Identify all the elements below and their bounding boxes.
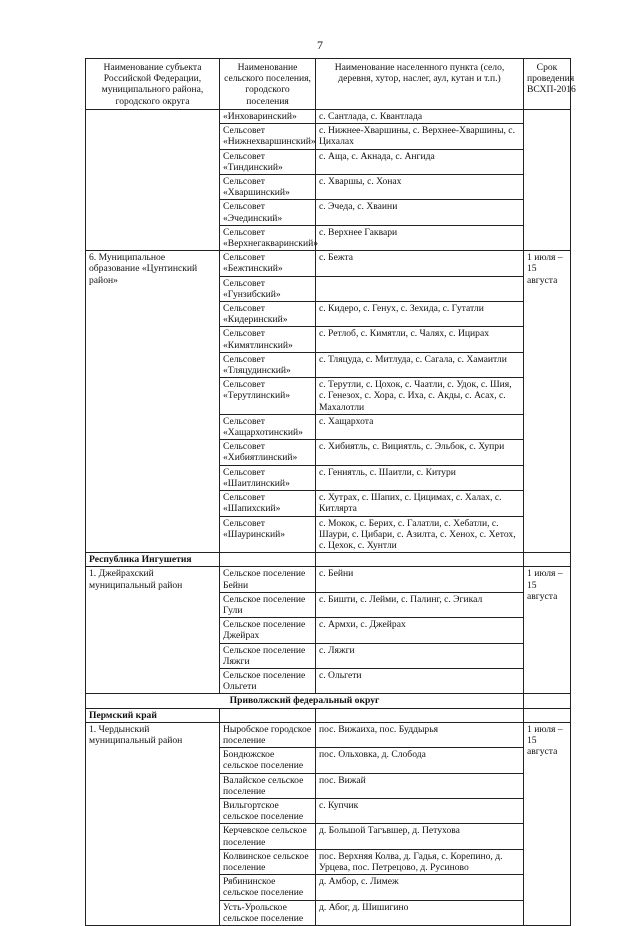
settlement-cell: Усть-Урольское сельское поселение <box>220 900 316 925</box>
locality-cell: с. Сантлада, с. Квантлада <box>316 110 524 124</box>
group-perm <box>86 722 571 925</box>
settlement-cell: Ныробское городское поселение <box>220 722 316 747</box>
district-cell: 6. Муниципальное образование «Цунтинский район» <box>86 251 220 553</box>
table-row <box>86 110 571 124</box>
settlement-cell: Сельсовет «Нижнехваршинский» <box>220 124 316 149</box>
locality-cell: пос. Ольховка, д. Слобода <box>316 748 524 773</box>
locality-cell: с. Эчеда, с. Хваини <box>316 200 524 225</box>
settlement-cell: Сельсовет «Хибиятлинский» <box>220 440 316 465</box>
settlement-cell: Сельсовет «Шапихский» <box>220 491 316 516</box>
settlement-cell: Вильгортское сельское поселение <box>220 798 316 823</box>
settlement-cell: Сельское поселение Ляжги <box>220 643 316 668</box>
settlement-cell: Сельсовет «Хваршинский» <box>220 175 316 200</box>
locality-cell: с. Хваршы, с. Хонах <box>316 175 524 200</box>
settlement-cell: Сельсовет «Терутлинский» <box>220 378 316 415</box>
locality-cell: пос. Верхняя Колва, д. Гадья, с. Корепино, д. Урцева, пос. Петрецово, д. Русиново <box>316 849 524 874</box>
settlement-cell: Сельсовет «Кимятлинский» <box>220 327 316 352</box>
locality-cell: пос. Вижаиха, пос. Буддырья <box>316 722 524 747</box>
federal-district-row <box>86 694 571 708</box>
table-row <box>86 567 571 592</box>
settlement-cell: Рябининское сельское поселение <box>220 875 316 900</box>
locality-cell: с. Бейни <box>316 567 524 592</box>
settlement-cell: Сельское поселение Гули <box>220 592 316 617</box>
settlement-cell: Бондюжское сельское поселение <box>220 748 316 773</box>
region-row-ingushetia <box>86 553 571 567</box>
locality-cell <box>316 276 524 301</box>
settlement-cell: Сельское поселение Бейни <box>220 567 316 592</box>
header-subject: Наименование субъекта Российской Федерации, муниципального района, городского округа <box>86 59 220 110</box>
locality-cell: с. Ретлоб, с. Кимятли, с. Чалях, с. Ицирах <box>316 327 524 352</box>
settlement-cell: Сельское поселение Ольгети <box>220 668 316 693</box>
locality-cell: с. Верхнее Гаквари <box>316 225 524 250</box>
settlement-cell: Сельсовет «Шаитлинский» <box>220 465 316 490</box>
header-period: Срок проведения ВСХП-2016 <box>524 59 571 110</box>
federal-district-name: Приволжский федеральный округ <box>86 694 524 708</box>
settlement-cell: Сельсовет «Гунзибский» <box>220 276 316 301</box>
settlement-cell: Сельсовет «Хащархотинский» <box>220 414 316 439</box>
locality-cell: с. Хащархота <box>316 414 524 439</box>
period-cell: 1 июля – 15 августа <box>524 567 571 694</box>
census-table <box>85 58 576 926</box>
locality-cell: с. Ольгети <box>316 668 524 693</box>
page-number: 7 <box>317 38 323 52</box>
group-continued <box>86 110 571 251</box>
district-cell <box>86 110 220 251</box>
period-cell: 1 июля – 15 августа <box>524 722 571 925</box>
district-cell: 1. Чердынский муниципальный район <box>86 722 220 925</box>
locality-cell: с. Бишти, с. Лейми, с. Палинг, с. Эгикал <box>316 592 524 617</box>
locality-cell: с. Мокок, с. Берих, с. Галатли, с. Хебатли, с. Шаури, с. Цибари, с. Азилта, с. Хенох, с. Хетох, с. Цехок, с. Хунтли <box>316 516 524 553</box>
locality-cell: с. Гениятль, с. Шаитли, с. Китури <box>316 465 524 490</box>
locality-cell: с. Хутрах, с. Шапих, с. Цицимах, с. Халах, с. Китлярта <box>316 491 524 516</box>
locality-cell: пос. Вижай <box>316 773 524 798</box>
locality-cell: с. Бежта <box>316 251 524 276</box>
locality-cell: д. Амбор, с. Лимеж <box>316 875 524 900</box>
settlement-cell: Сельсовет «Кидеринский» <box>220 302 316 327</box>
table-row <box>86 251 571 276</box>
locality-cell: с. Армхи, с. Джейрах <box>316 618 524 643</box>
header-settlement: Наименование сельского поселения, городского поселения <box>220 59 316 110</box>
locality-cell: с. Купчик <box>316 798 524 823</box>
region-name: Пермский край <box>86 708 220 722</box>
settlement-cell: Сельсовет «Тляцудинский» <box>220 352 316 377</box>
settlement-cell: Сельское поселение Джейрах <box>220 618 316 643</box>
header-locality: Наименование населенного пункта (село, деревня, хутор, наслег, аул, кутан и т.п.) <box>316 59 524 110</box>
settlement-cell: Керчевское сельское поселение <box>220 824 316 849</box>
settlement-cell: Сельсовет «Верхнегакваринский» <box>220 225 316 250</box>
settlement-cell: Сельсовет «Эчединский» <box>220 200 316 225</box>
settlement-cell: Валайское сельское поселение <box>220 773 316 798</box>
header-row <box>86 59 571 110</box>
group-tsunta <box>86 251 571 553</box>
locality-cell: с. Терутли, с. Цохок, с. Чаатли, с. Удок, с. Шия, с. Генезох, с. Хора, с. Иха, с. Акды, с. Асах, с. Махалотли <box>316 378 524 415</box>
locality-cell: д. Абог, д. Шишигино <box>316 900 524 925</box>
period-cell: 1 июля – 15 августа <box>524 251 571 553</box>
locality-cell: д. Большой Тагъвшер, д. Петухова <box>316 824 524 849</box>
locality-cell: с. Кидеро, с. Генух, с. Зехида, с. Гутатли <box>316 302 524 327</box>
settlement-cell: Сельсовет «Тиндинский» <box>220 149 316 174</box>
locality-cell: с. Тляцуда, с. Митлуда, с. Сагала, с. Хамаитли <box>316 352 524 377</box>
region-row-perm <box>86 708 571 722</box>
region-name: Республика Ингушетия <box>86 553 220 567</box>
locality-cell: с. Аща, с. Акнада, с. Ангида <box>316 149 524 174</box>
group-ingushetia <box>86 567 571 694</box>
settlement-cell: Колвинское сельское поселение <box>220 849 316 874</box>
settlement-cell: Сельсовет «Шауринский» <box>220 516 316 553</box>
period-cell <box>524 110 571 251</box>
district-cell: 1. Джейрахский муниципальный район <box>86 567 220 694</box>
locality-cell: с. Нижнее-Хваршины, с. Верхнее-Хваршины, с. Цихалах <box>316 124 524 149</box>
settlement-cell: Сельсовет «Бежтинский» <box>220 251 316 276</box>
settlement-cell: «Инховаринский» <box>220 110 316 124</box>
table-row <box>86 722 571 747</box>
locality-cell: с. Хибиятль, с. Вициятль, с. Эльбок, с. Хупри <box>316 440 524 465</box>
locality-cell: с. Ляжги <box>316 643 524 668</box>
